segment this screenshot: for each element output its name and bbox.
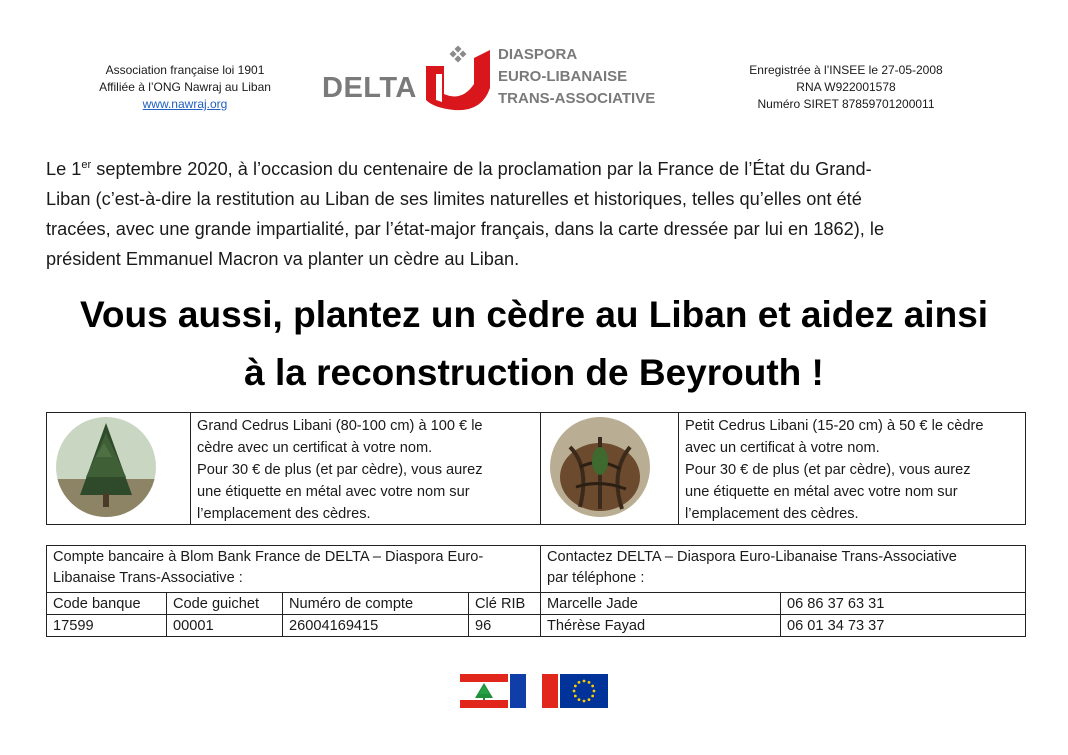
- cedar-tree-photo-icon: [56, 417, 156, 517]
- bank-header-cle-rib: Clé RIB: [469, 592, 541, 614]
- bank-value-compte: 26004169415: [283, 614, 469, 636]
- insee-line: Enregistrée à l’INSEE le 27-05-2008: [749, 63, 943, 77]
- logo-tagline: [498, 44, 655, 110]
- nawraj-link[interactable]: www.nawraj.org: [142, 97, 228, 111]
- bank-header-code-guichet: Code guichet: [167, 592, 283, 614]
- eu-star-icon: [591, 685, 594, 688]
- siret-line: Numéro SIRET 87859701200011: [757, 97, 935, 111]
- offer-line: avec un certificat à votre nom.: [685, 440, 880, 456]
- lebanon-flag-icon: [460, 674, 508, 708]
- offer-line: une étiquette en métal avec votre nom sur: [685, 484, 958, 500]
- contact-name: Thérèse Fayad: [541, 614, 781, 636]
- logo-word: DELTA: [322, 72, 417, 104]
- intro-line: Le 1er septembre 2020, à l’occasion du centenaire de la proclamation par la France de l’État du Grand-: [46, 158, 872, 179]
- offer-image-cell: [541, 413, 679, 524]
- offer-grand-text: [191, 413, 541, 524]
- logo-line: TRANS-ASSOCIATIVE: [498, 90, 656, 107]
- intro-line: tracées, avec une grande impartialité, par l’état-major français, dans la carte dressée par lui en 1862), le: [46, 219, 885, 239]
- contact-phone[interactable]: 06 86 37 63 31: [781, 592, 1025, 614]
- eu-star-icon: [574, 695, 577, 698]
- association-line: Association française loi 1901: [105, 63, 265, 77]
- rna-line: RNA W922001578: [796, 80, 896, 94]
- eu-star-icon: [588, 698, 591, 701]
- offer-line: Grand Cedrus Libani (80-100 cm) à 100 € le: [197, 418, 483, 434]
- offer-line: une étiquette en métal avec votre nom sur: [197, 484, 470, 500]
- offer-line: Pour 30 € de plus (et par cèdre), vous aurez: [685, 462, 971, 478]
- contact-phone[interactable]: 06 01 34 73 37: [781, 614, 1025, 636]
- eu-star-icon: [583, 680, 586, 683]
- delta-logo-icon: [422, 44, 494, 112]
- offer-petit-text: [679, 413, 1025, 524]
- offer-line: Petit Cedrus Libani (15-20 cm) à 50 € le cèdre: [685, 418, 984, 434]
- bank-contact-table: [46, 545, 1026, 637]
- offer-line: l’emplacement des cèdres.: [197, 506, 371, 522]
- offer-line: l’emplacement des cèdres.: [685, 506, 859, 522]
- delta-logo: [322, 42, 662, 114]
- contact-title: Contactez DELTA – Diaspora Euro-Libanaise Trans-Associative par téléphone :: [547, 549, 957, 586]
- bank-header-compte: Numéro de compte: [283, 592, 469, 614]
- registration-info: [738, 62, 954, 113]
- eu-star-icon: [578, 681, 581, 684]
- eu-star-icon: [588, 681, 591, 684]
- intro-line: Liban (c’est-à-dire la restitution au Liban de ses limites naturelles et historiques, telles qu’elles ont été: [46, 189, 862, 209]
- offers-table: [46, 412, 1026, 525]
- headline-line: à la reconstruction de Beyrouth !: [244, 352, 824, 393]
- association-info: [70, 62, 300, 113]
- eu-star-icon: [593, 690, 596, 693]
- bank-value-cle-rib: 96: [469, 614, 541, 636]
- intro-paragraph: [46, 154, 1026, 274]
- france-flag-icon: [510, 674, 558, 708]
- eu-star-icon: [578, 698, 581, 701]
- bank-value-code-guichet: 00001: [167, 614, 283, 636]
- bank-header-code-banque: Code banque: [47, 592, 167, 614]
- eu-star-icon: [583, 700, 586, 703]
- offer-image-cell: [47, 413, 191, 524]
- headline: [20, 286, 1048, 402]
- bank-value-code-banque: 17599: [47, 614, 167, 636]
- offer-line: cèdre avec un certificat à votre nom.: [197, 440, 433, 456]
- logo-line: EURO-LIBANAISE: [498, 68, 628, 85]
- offer-line: Pour 30 € de plus (et par cèdre), vous aurez: [197, 462, 483, 478]
- bank-title: Compte bancaire à Blom Bank France de DELTA – Diaspora Euro- Libanaise Trans-Associative :: [47, 546, 541, 592]
- cedar-seedling-photo-icon: [550, 417, 650, 517]
- affiliation-line: Affiliée à l’ONG Nawraj au Liban: [99, 80, 271, 94]
- eu-star-icon: [574, 685, 577, 688]
- intro-line: président Emmanuel Macron va planter un cèdre au Liban.: [46, 249, 520, 269]
- logo-line: DIASPORA: [498, 46, 578, 63]
- contact-name: Marcelle Jade: [541, 592, 781, 614]
- eu-star-icon: [573, 690, 576, 693]
- eu-flag-icon: [560, 674, 608, 708]
- eu-star-icon: [591, 695, 594, 698]
- headline-line: Vous aussi, plantez un cèdre au Liban et aidez ainsi: [79, 294, 989, 335]
